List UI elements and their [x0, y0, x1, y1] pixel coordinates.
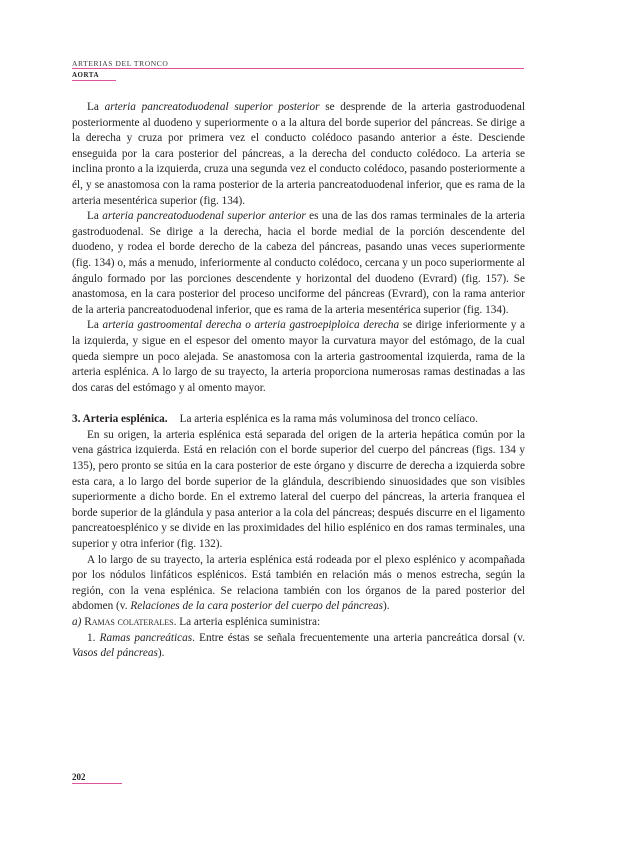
section-heading-arteria-esplenica: 3. Arteria esplénica. La arteria esplénica es la rama más voluminosa del tronco celíaco.: [72, 413, 478, 426]
section-rule: [72, 80, 116, 81]
term: arteria pancreatoduodenal superior posterior: [104, 101, 320, 113]
section-title: 3. Arteria esplénica.: [72, 413, 168, 426]
sub-label: a): [72, 616, 82, 628]
term: arteria gastroomental derecha o arteria gastroepiploica derecha: [102, 319, 400, 332]
body-text: [72, 100, 525, 662]
paragraph-gastroomental-derecha: La arteria gastroomental derecha o arteria gastroepiploica derecha se dirige inferiormente y a la izquierda, y sigue en el espesor del omento mayor la curvatura mayor del estómago, de la cual queda siempre un poco alejada. Se anastomosa con la arteria gastroomental izquierda, rama de la arteria esplénica. A lo largo de su trayecto, la arteria proporciona numerosas ramas destinadas a las dos caras del estómago y al omento mayor.: [72, 319, 525, 394]
subsection-ramas-colaterales: a) Ramas colaterales. La arteria esplénica suministra:: [72, 616, 321, 628]
paragraph-origen: En su origen, la arteria esplénica está separada del origen de la arteria hepática común por la vena gástrica izquierda. Está en relación con el borde superior del cuerpo del páncreas (figs. 134 y 135), pero pronto se sitúa en la cara posterior de este órgano y discurre de derecha a izquierda sobre esta cara, a lo largo del borde superior de la glándula, describiendo sinuosidades que son visibles superiormente a dicho borde. En el extremo lateral del cuerpo del páncreas, la arteria franquea el borde superior de la glándula y pasa anterior a la cola del páncreas; después discurre en el ligamento pancreatoesplénico y se divide en las proximidades del hilio esplénico en dos ramas terminales, una superior y otra inferior (fig. 132).: [72, 428, 525, 551]
header-rule: [72, 68, 524, 69]
cross-reference: Vasos del páncreas: [72, 647, 158, 660]
list-item-ramas-pancreaticas: 1. Ramas pancreáticas. Entre éstas se señala frecuentemente una arteria pancreática dorsal (v. Vasos del páncreas).: [72, 631, 525, 660]
term: Ramas pancreáticas: [99, 631, 193, 644]
footer-rule: [72, 783, 122, 784]
term: arteria pancreatoduodenal superior anterior: [102, 210, 306, 223]
term: Relaciones de la cara posterior del cuerpo del páncreas: [130, 600, 383, 613]
section-label: AORTA: [72, 71, 100, 79]
paragraph-trayecto: A lo largo de su trayecto, la arteria esplénica está rodeada por el plexo esplénico y acompañada por los nódulos linfáticos esplénicos. Está también en relación más o menos estrecha, según la región, con la vena esplénica. Se relaciona también con los órganos de la pared posterior del abdomen (v. Relaciones de la cara posterior del cuerpo del páncreas).: [72, 553, 525, 613]
sub-title: Ramas colaterales: [84, 616, 174, 628]
paragraph-pancreatoduodenal-anterior: La arteria pancreatoduodenal superior anterior es una de las dos ramas terminales de la arteria gastroduodenal. Se dirige a la derecha, hacia el borde medial de la porción descendente del duodeno, y rodea el borde derecho de la cabeza del páncreas, pasando unas veces superiormente (fig. 134) o, más a menudo, inferiormente al conducto colédoco, cercana y un poco superiormente al ángulo formado por las porciones descendente y horizontal del duodeno (Evrard) (fig. 157). Se anastomosa, en la cara posterior del proceso unciforme del páncreas (Evrard), con la rama anterior de la arteria pancreatoduodenal inferior, que es rama de la arteria mesentérica superior (fig. 134).: [72, 210, 525, 316]
page-number: 202: [72, 772, 86, 782]
running-title: ARTERIAS DEL TRONCO: [72, 59, 169, 68]
paragraph-pancreatoduodenal-posterior: La arteria pancreatoduodenal superior posterior se desprende de la arteria gastroduodenal posteriormente al duodeno y superiormente o a la altura del borde superior del páncreas. Se dirige a la derecha y cruza por primera vez el conducto colédoco pasando anterior a éste. Desciende enseguida por la cara posterior del páncreas, a la derecha del conducto colédoco. La arteria se inclina pronto a la izquierda, cruza una segunda vez el conducto colédoco, pasando posteriormente a él, y se anastomosa con la rama posterior de la arteria pancreatoduodenal inferior, que es rama de la arteria mesentérica superior (fig. 134).: [72, 101, 525, 207]
